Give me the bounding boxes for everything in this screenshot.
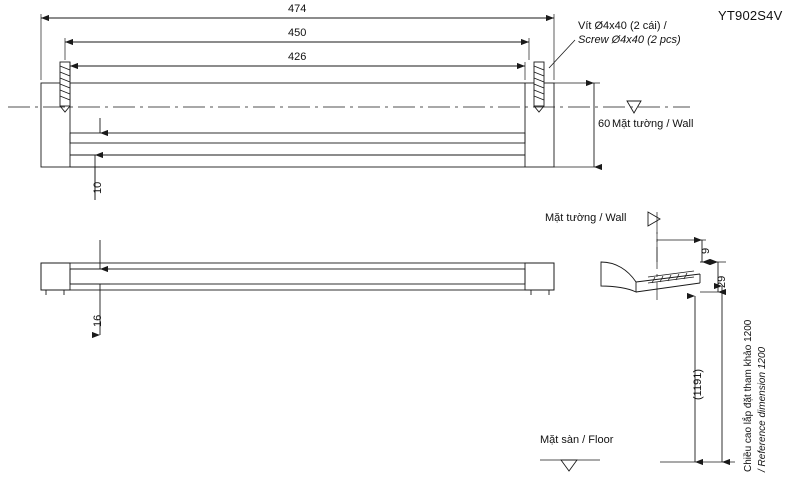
dim-overall-width: 474 — [288, 3, 307, 15]
dim-front-offset: 10 — [92, 181, 104, 194]
reference-height-note-en: / Reference dimension 1200 — [757, 346, 768, 472]
screw-note-vn: Vít Ø4x40 (2 cái) / — [578, 20, 667, 32]
screw-note-en: Screw Ø4x40 (2 pcs) — [578, 34, 681, 46]
dim-mid-width: 450 — [288, 27, 307, 39]
dim-depth: 60 — [598, 118, 611, 130]
wall-label-side: Mặt tường / Wall — [545, 212, 627, 224]
dim-bar-thickness: 16 — [92, 314, 104, 327]
part-code-label: YT902S4V — [718, 8, 783, 23]
dim-reference-height: (1191) — [692, 369, 704, 400]
reference-height-note-vn: Chiều cao lắp đặt tham khảo 1200 — [743, 319, 754, 472]
floor-label: Mặt sàn / Floor — [540, 434, 614, 446]
dim-bracket-height: 29 — [716, 275, 728, 288]
dim-inner-width: 426 — [288, 51, 307, 63]
wall-label-top: Mặt tường / Wall — [612, 118, 694, 130]
dim-bracket-depth: 9 — [700, 247, 712, 254]
